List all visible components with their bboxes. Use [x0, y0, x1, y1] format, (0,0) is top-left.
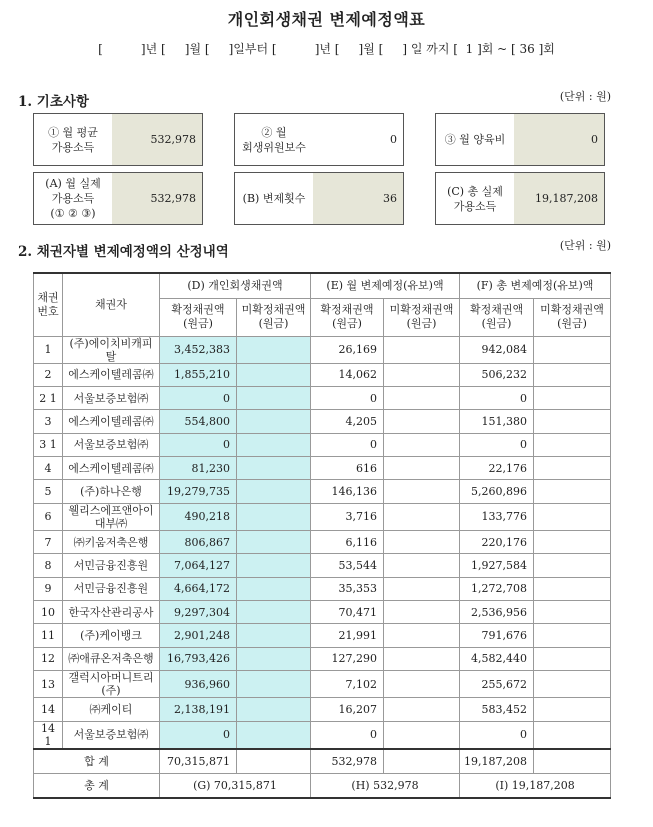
- row-creditor: 한국자산관리공사: [63, 601, 160, 624]
- row-f-unfixed: [534, 671, 611, 698]
- row-d-fixed: 0: [160, 386, 237, 409]
- row-d-unfixed: [237, 698, 311, 721]
- row-creditor: 웰리스에프앤아이대부㈜: [63, 503, 160, 530]
- row-creditor: (주)에이치비캐피탈: [63, 336, 160, 363]
- row-f-unfixed: [534, 457, 611, 480]
- table-row: [34, 480, 611, 503]
- header-f: (F) 총 변제예정(유보)액: [460, 273, 611, 298]
- header-unfixed: 미확정채권액 (원금): [384, 298, 460, 336]
- row-e-fixed: 0: [311, 721, 384, 749]
- row-e-unfixed: [384, 480, 460, 503]
- row-e-fixed: 35,353: [311, 577, 384, 600]
- row-creditor: ㈜키움저축은행: [63, 530, 160, 553]
- row-d-fixed: 1,855,210: [160, 363, 237, 386]
- row-f-unfixed: [534, 577, 611, 600]
- row-e-unfixed: [384, 647, 460, 670]
- row-e-unfixed: [384, 457, 460, 480]
- row-creditor: 서울보증보험㈜: [63, 433, 160, 456]
- row-f-fixed: 0: [460, 433, 534, 456]
- row-d-unfixed: [237, 457, 311, 480]
- row-f-unfixed: [534, 410, 611, 433]
- row-f-fixed: 2,536,956: [460, 601, 534, 624]
- row-e-unfixed: [384, 433, 460, 456]
- section2-unit: (단위 : 원): [559, 239, 611, 252]
- section2-title: 2. 채권자별 변제예정액의 산정내역: [18, 244, 229, 260]
- row-no: 9: [34, 577, 63, 600]
- row-d-fixed: 4,664,172: [160, 577, 237, 600]
- table-row: [34, 457, 611, 480]
- row-e-unfixed: [384, 336, 460, 363]
- table-row: [34, 671, 611, 698]
- row-f-fixed: 255,672: [460, 671, 534, 698]
- row-f-unfixed: [534, 530, 611, 553]
- row-e-fixed: 616: [311, 457, 384, 480]
- row-f-unfixed: [534, 698, 611, 721]
- basic-label: (A) 월 실제 가용소득 (① ② ③): [45, 177, 101, 220]
- sum-f: 19,187,208: [460, 749, 534, 774]
- row-d-unfixed: [237, 554, 311, 577]
- page-title: 개인회생채권 변제예정액표: [227, 10, 426, 29]
- sum-e-unfixed: [384, 749, 460, 774]
- row-d-fixed: 806,867: [160, 530, 237, 553]
- row-creditor: ㈜애큐온저축은행: [63, 647, 160, 670]
- row-e-unfixed: [384, 554, 460, 577]
- row-e-fixed: 0: [311, 386, 384, 409]
- row-f-fixed: 0: [460, 721, 534, 749]
- row-d-fixed: 2,901,248: [160, 624, 237, 647]
- row-f-unfixed: [534, 336, 611, 363]
- row-d-unfixed: [237, 530, 311, 553]
- header-unfixed: 미확정채권액 (원금): [534, 298, 611, 336]
- row-f-unfixed: [534, 503, 611, 530]
- row-e-unfixed: [384, 721, 460, 749]
- basic-label: ① 월 평균 가용소득: [48, 125, 98, 154]
- row-d-unfixed: [237, 386, 311, 409]
- row-d-fixed: 81,230: [160, 457, 237, 480]
- row-no: 10: [34, 601, 63, 624]
- sum-f-unfixed: [534, 749, 611, 774]
- row-no: 1: [34, 336, 63, 363]
- header-fixed: 확정채권액 (원금): [460, 298, 534, 336]
- row-f-fixed: 791,676: [460, 624, 534, 647]
- row-no: 8: [34, 554, 63, 577]
- row-creditor: (주)하나은행: [63, 480, 160, 503]
- row-d-unfixed: [237, 601, 311, 624]
- row-e-fixed: 0: [311, 433, 384, 456]
- header-fixed: 확정채권액 (원금): [311, 298, 384, 336]
- row-d-unfixed: [237, 336, 311, 363]
- row-e-fixed: 21,991: [311, 624, 384, 647]
- row-e-fixed: 70,471: [311, 601, 384, 624]
- row-d-unfixed: [237, 503, 311, 530]
- row-f-unfixed: [534, 363, 611, 386]
- row-e-unfixed: [384, 577, 460, 600]
- row-f-fixed: 4,582,440: [460, 647, 534, 670]
- row-e-fixed: 146,136: [311, 480, 384, 503]
- table-row: [34, 647, 611, 670]
- row-f-fixed: 1,927,584: [460, 554, 534, 577]
- basic-value: 36: [313, 173, 403, 224]
- row-e-unfixed: [384, 530, 460, 553]
- row-d-unfixed: [237, 647, 311, 670]
- sum-d-unfixed: [237, 749, 311, 774]
- basic-value: 0: [313, 114, 403, 165]
- row-d-fixed: 0: [160, 433, 237, 456]
- row-no: 3 1: [34, 433, 63, 456]
- sum-d: 70,315,871: [160, 749, 237, 774]
- row-e-fixed: 6,116: [311, 530, 384, 553]
- row-e-unfixed: [384, 410, 460, 433]
- table-row: [34, 386, 611, 409]
- table-row: [34, 363, 611, 386]
- basic-box-commissioner-fee: [234, 113, 404, 166]
- row-no: 7: [34, 530, 63, 553]
- row-f-unfixed: [534, 386, 611, 409]
- row-creditor: 갤럭시아머니트리 (주): [63, 671, 160, 698]
- row-e-fixed: 3,716: [311, 503, 384, 530]
- table-row: [34, 624, 611, 647]
- row-e-unfixed: [384, 601, 460, 624]
- basic-box-repay-count: [234, 172, 404, 225]
- header-no: 채권 번호: [34, 273, 63, 336]
- row-d-unfixed: [237, 480, 311, 503]
- basic-box-childcare: [435, 113, 605, 166]
- total-label: 총 계: [34, 773, 160, 798]
- row-e-fixed: 4,205: [311, 410, 384, 433]
- row-e-fixed: 127,290: [311, 647, 384, 670]
- row-d-unfixed: [237, 721, 311, 749]
- basic-box-actual-income: [33, 172, 203, 225]
- row-f-unfixed: [534, 601, 611, 624]
- row-no: 4: [34, 457, 63, 480]
- section1-title: 1. 기초사항: [18, 94, 89, 110]
- row-no: 2 1: [34, 386, 63, 409]
- row-e-unfixed: [384, 624, 460, 647]
- table-row: [34, 503, 611, 530]
- section1-unit: (단위 : 원): [559, 90, 611, 103]
- row-d-fixed: 490,218: [160, 503, 237, 530]
- basic-label: ③ 월 양육비: [444, 133, 506, 146]
- header-e: (E) 월 변제예정(유보)액: [311, 273, 460, 298]
- row-creditor: 서민금융진흥원: [63, 577, 160, 600]
- row-f-fixed: 583,452: [460, 698, 534, 721]
- row-f-unfixed: [534, 721, 611, 749]
- row-d-unfixed: [237, 577, 311, 600]
- table-row: [34, 410, 611, 433]
- row-e-unfixed: [384, 671, 460, 698]
- row-f-fixed: 220,176: [460, 530, 534, 553]
- row-d-fixed: 3,452,383: [160, 336, 237, 363]
- basic-box-avg-income: [33, 113, 203, 166]
- row-f-unfixed: [534, 554, 611, 577]
- row-d-unfixed: [237, 624, 311, 647]
- header-creditor: 채권자: [63, 273, 160, 336]
- row-d-fixed: 7,064,127: [160, 554, 237, 577]
- table-row: [34, 577, 611, 600]
- creditor-repayment-table: [33, 272, 611, 799]
- row-d-unfixed: [237, 363, 311, 386]
- total-i: (I) 19,187,208: [460, 773, 611, 798]
- total-h: (H) 532,978: [311, 773, 460, 798]
- row-d-fixed: 2,138,191: [160, 698, 237, 721]
- row-d-fixed: 9,297,304: [160, 601, 237, 624]
- row-f-unfixed: [534, 624, 611, 647]
- row-e-unfixed: [384, 386, 460, 409]
- basic-value: 532,978: [112, 173, 202, 224]
- row-f-fixed: 1,272,708: [460, 577, 534, 600]
- table-row: [34, 336, 611, 363]
- total-g: (G) 70,315,871: [160, 773, 311, 798]
- row-e-fixed: 16,207: [311, 698, 384, 721]
- row-no: 11: [34, 624, 63, 647]
- row-creditor: 서울보증보험㈜: [63, 721, 160, 749]
- row-d-fixed: 19,279,735: [160, 480, 237, 503]
- row-d-unfixed: [237, 671, 311, 698]
- basic-value: 19,187,208: [514, 173, 604, 224]
- row-no: 2: [34, 363, 63, 386]
- basic-box-total-income: [435, 172, 605, 225]
- table-row: [34, 601, 611, 624]
- row-creditor: ㈜케이티: [63, 698, 160, 721]
- header-unfixed: 미확정채권액 (원금): [237, 298, 311, 336]
- row-no: 3: [34, 410, 63, 433]
- basic-label: ② 월 회생위원보수: [242, 125, 306, 154]
- row-f-unfixed: [534, 480, 611, 503]
- row-d-fixed: 554,800: [160, 410, 237, 433]
- row-no: 12: [34, 647, 63, 670]
- basic-label: (C) 총 실제 가용소득: [447, 184, 503, 213]
- row-d-fixed: 16,793,426: [160, 647, 237, 670]
- row-no: 14: [34, 698, 63, 721]
- basic-value: 0: [514, 114, 604, 165]
- table-row: [34, 554, 611, 577]
- row-e-fixed: 26,169: [311, 336, 384, 363]
- row-f-fixed: 151,380: [460, 410, 534, 433]
- row-no: 6: [34, 503, 63, 530]
- row-f-unfixed: [534, 433, 611, 456]
- row-f-fixed: 942,084: [460, 336, 534, 363]
- row-f-fixed: 506,232: [460, 363, 534, 386]
- row-f-fixed: 0: [460, 386, 534, 409]
- row-d-unfixed: [237, 433, 311, 456]
- row-creditor: (주)케이뱅크: [63, 624, 160, 647]
- row-e-fixed: 14,062: [311, 363, 384, 386]
- row-d-unfixed: [237, 410, 311, 433]
- row-creditor: 에스케이텔레콤㈜: [63, 363, 160, 386]
- row-no: 13: [34, 671, 63, 698]
- basic-label: (B) 변제횟수: [242, 192, 306, 205]
- row-creditor: 에스케이텔레콤㈜: [63, 457, 160, 480]
- row-f-fixed: 133,776: [460, 503, 534, 530]
- row-creditor: 서민금융진흥원: [63, 554, 160, 577]
- row-creditor: 서울보증보험㈜: [63, 386, 160, 409]
- header-d: (D) 개인회생채권액: [160, 273, 311, 298]
- row-creditor: 에스케이텔레콤㈜: [63, 410, 160, 433]
- row-no: 5: [34, 480, 63, 503]
- row-e-unfixed: [384, 363, 460, 386]
- table-row: [34, 698, 611, 721]
- sum-e: 532,978: [311, 749, 384, 774]
- row-d-fixed: 0: [160, 721, 237, 749]
- row-d-fixed: 936,960: [160, 671, 237, 698]
- row-f-unfixed: [534, 647, 611, 670]
- row-e-unfixed: [384, 503, 460, 530]
- row-no: 14 1: [34, 721, 63, 749]
- row-f-fixed: 5,260,896: [460, 480, 534, 503]
- header-fixed: 확정채권액 (원금): [160, 298, 237, 336]
- sum-label: 합 계: [34, 749, 160, 774]
- row-e-fixed: 7,102: [311, 671, 384, 698]
- table-row: [34, 530, 611, 553]
- row-f-fixed: 22,176: [460, 457, 534, 480]
- repayment-period: [ ]년 [ ]월 [ ]일부터 [ ]년 [ ]월 [ ] 일 까지 [ 1 ]회 ~ [ 36 ]회: [98, 42, 555, 56]
- table-row: [34, 721, 611, 749]
- basic-value: 532,978: [112, 114, 202, 165]
- row-e-fixed: 53,544: [311, 554, 384, 577]
- row-e-unfixed: [384, 698, 460, 721]
- table-row: [34, 433, 611, 456]
